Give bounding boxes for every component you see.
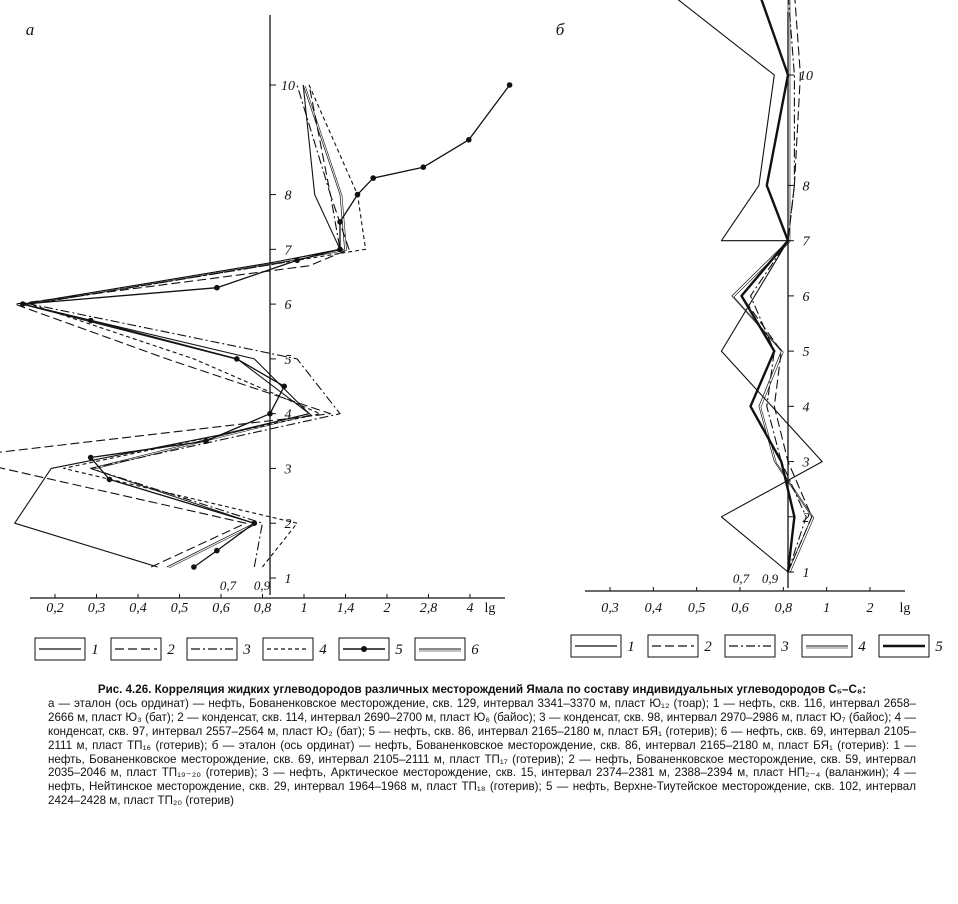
panel-a-series-5-point: [281, 384, 287, 390]
panel-b-y-tick-label: 4: [802, 400, 810, 416]
panel-a-x-tick-label: 0,6: [212, 601, 230, 616]
panel-a-legend-label: 1: [91, 642, 99, 658]
panel-a-legend-label: 5: [395, 642, 403, 658]
figure-caption: [48, 683, 916, 808]
panel-b-legend-label: 3: [781, 639, 789, 655]
panel-b-y-tick-label: 10: [799, 69, 813, 84]
panel-a-inline-tick-label: 0,7: [219, 578, 237, 593]
panel-a-y-tick-label: 4: [284, 407, 292, 423]
panel-b-series-5: [742, 0, 795, 572]
panel-b-inline-tick-label: 0,7: [732, 571, 750, 586]
panel-b-x-tick-label: 0,6: [731, 601, 749, 616]
caption-title: Рис. 4.26. Корреляция жидких углеводородов различных месторождений Ямала по составу индивидуальных углеводородов C₅–C₈:: [97, 683, 867, 696]
panel-a-x-tick-label: 2,8: [419, 601, 438, 616]
panel-a-series-5-point: [421, 164, 427, 170]
panel-b-y-tick-label: 2: [802, 510, 810, 526]
panel-a-series-5-point: [267, 411, 273, 417]
panel-b-letter: б: [555, 20, 565, 39]
panel-a-series-5-point: [107, 477, 113, 483]
panel-a-letter: а: [25, 20, 35, 39]
panel-b-x-tick-label: 2: [866, 601, 874, 616]
panel-a-series-5-point: [466, 137, 472, 143]
panel-a-series-5-point: [214, 548, 220, 554]
panel-a-series-4: [30, 85, 365, 567]
panel-b-y-tick-label: 6: [802, 289, 810, 305]
panel-b-y-tick-label: 3: [802, 455, 810, 471]
panel-b-y-tick-label: 7: [802, 234, 810, 250]
panel-a-series-5-point: [214, 285, 220, 291]
panel-a-series-3: [30, 85, 340, 567]
panel-a-y-tick-label: 2: [284, 517, 292, 533]
panel-b-x-tick-label: 0,3: [601, 601, 619, 616]
panel-a-x-tick-label: 0,5: [170, 601, 189, 616]
panel-a-series-5-point: [507, 82, 513, 88]
panel-a-y-tick-label: 6: [284, 298, 292, 314]
panel-a-y-tick-label: 1: [284, 572, 292, 587]
panel-a-legend-label: 3: [243, 642, 251, 658]
panel-a-series-5-point: [355, 192, 361, 198]
panel-b-series-4-second-stroke: [734, 0, 814, 573]
panel-a-x-axis-label: lg: [484, 601, 496, 616]
panel-a-legend-label: 2: [167, 642, 175, 658]
panel-a-x-tick-label: 2: [383, 601, 391, 616]
panel-b-legend-label: 5: [935, 639, 943, 655]
panel-b-x-tick-label: 0,5: [687, 601, 706, 616]
panel-a-y-tick-label: 3: [284, 462, 292, 478]
caption-body: а — эталон (ось ординат) — нефть, Бованенковское месторождение, скв. 129, интервал 3341–3370 м, пласт Ю₁₂ (тоар); 1 — нефть, скв. 116, интервал 2658–2666 м, пласт Ю₃ (бат); 2 — конденсат, скв. 114, интервал 2690–2700 м, пласт Ю₆ (байос); 3 — конденсат, скв. 98, интервал 2970–2986 м, пласт Ю₇ (байос); 4 — конденсат, скв. 97, интервал 2557–2564 м, пласт Ю₂ (бат); 5 — нефть, скв. 86, интервал 2165–2180 м, пласт БЯ₁ (готерив); 6 — нефть, скв. 69, интервал 2105–2111 м, пласт ТП₁₆ (готерив); б — эталон (ось ординат) — нефть, Бованенковское месторождение, скв. 86, интервал 2165–2180 м, пласт БЯ₁ (готерив): 1 — нефть, Бованенковское месторождение, скв. 69, интервал 2105–2111 м, пласт ТП₁₇ (готерив); 2 — нефть, Бованенковское месторождение, скв. 59, интервал 2035–2046 м, пласт ТП₁₉₋₂₀ (готерив); 3 — нефть, Арктическое месторождение, скв. 15, интервал 2374–2381 м, 2388–2394 м, пласт НП₂₋₄ (валанжин); 4 — нефть, Нейтинское месторождение, скв. 29, интервал 1964–1968 м, пласт ТП₁₈ (готерив); 5 — нефть, Верхне-Тиутейское месторождение, скв. 102, интервал 2424–2428 м, пласт ТП₂₀ (готерив): [48, 696, 916, 808]
panel-b-legend-label: 2: [704, 639, 712, 655]
panel-a-x-tick-label: 0,2: [46, 601, 64, 616]
panel-b-legend-label: 1: [627, 639, 635, 655]
panel-a-x-tick-label: 1,4: [336, 601, 355, 616]
panel-b-x-tick-label: 0,8: [774, 601, 793, 616]
panel-a-series-6-second-stroke: [25, 86, 347, 568]
panel-b-y-tick-label: 8: [802, 179, 810, 195]
panel-a-legend-label: 6: [471, 642, 479, 658]
panel-a-x-tick-label: 0,3: [87, 601, 106, 616]
panel-b-y-tick-label: 5: [802, 345, 810, 361]
panel-a-series-6: [23, 85, 345, 567]
panel-a-inline-tick-label: 0,9: [253, 578, 271, 593]
panel-a-y-tick-label: 8: [284, 188, 292, 204]
panel-a-x-tick-label: 0,4: [129, 601, 147, 616]
panel-b-x-axis-label: lg: [899, 601, 911, 616]
panel-a-series-5-point: [191, 564, 197, 570]
panel-a-series-5-point: [88, 455, 94, 461]
panel-b-x-tick-label: 0,4: [644, 601, 663, 616]
panel-a-series-5-point: [370, 175, 376, 181]
panel-a-y-tick-label: 7: [284, 243, 292, 259]
panel-a-legend-label: 4: [319, 642, 327, 658]
panel-b-legend-label: 4: [858, 639, 866, 655]
panel-a-y-tick-label: 5: [284, 352, 292, 368]
panel-a-x-tick-label: 1: [300, 601, 308, 616]
panel-b-x-tick-label: 1: [823, 601, 831, 616]
panel-a-x-tick-label: 4: [466, 601, 474, 616]
panel-a-y-tick-label: 10: [281, 79, 295, 94]
panel-a-legend-swatch-dot: [361, 646, 367, 652]
panel-b-y-tick-label: 1: [802, 566, 810, 581]
panel-a-x-tick-label: 0,8: [253, 601, 272, 616]
panel-b-inline-tick-label: 0,9: [761, 571, 779, 586]
